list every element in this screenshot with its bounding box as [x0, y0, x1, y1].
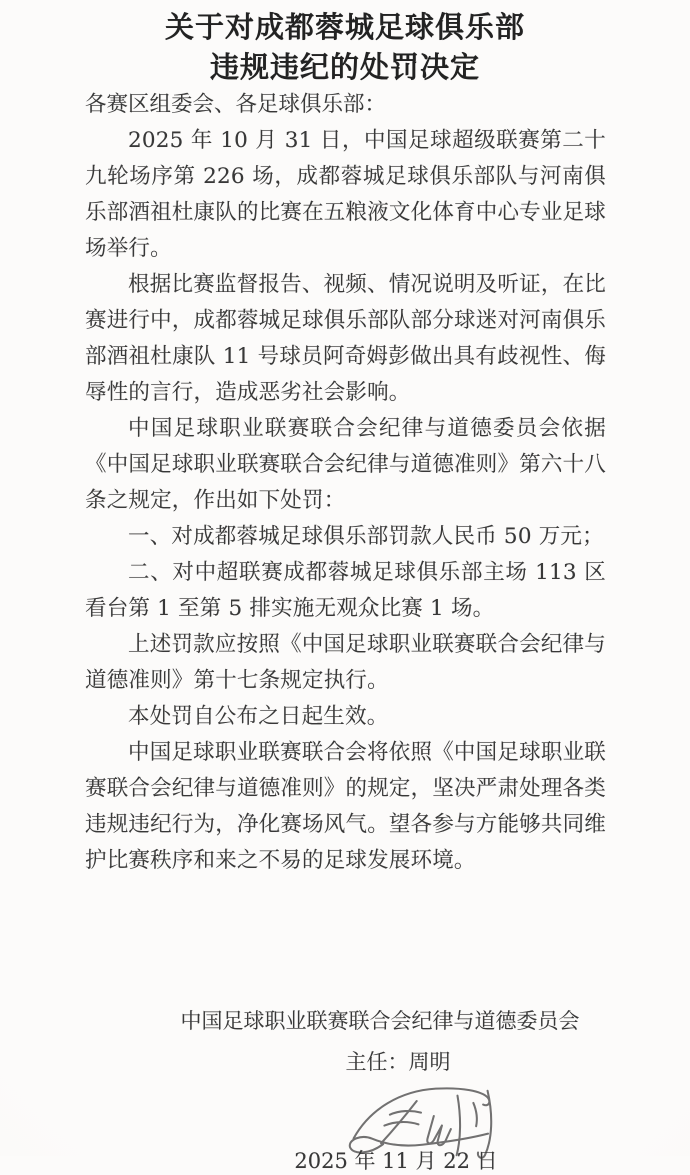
signature-signer-title: 主任：周明	[345, 1050, 451, 1074]
signature-date: 2025 年 11 月 22 日	[294, 1149, 498, 1173]
paragraph-match-info: 2025 年 10 月 31 日，中国足球超级联赛第二十九轮场序第 226 场，成都蓉城足球俱乐部队与河南俱乐部酒祖杜康队的比赛在五粮液文化体育中心专业足球场举行。	[85, 128, 606, 261]
paragraph-fine-execution: 上述罚款应按照《中国足球职业联赛联合会纪律与道德准则》第十七条规定执行。	[85, 632, 606, 693]
paragraph-basis: 中国足球职业联赛联合会纪律与道德委员会依据《中国足球职业联赛联合会纪律与道德准则》第六十八条之规定，作出如下处罚：	[85, 416, 606, 513]
paragraph-incident: 根据比赛监督报告、视频、情况说明及听证，在比赛进行中，成都蓉城足球俱乐部队部分球迷对河南俱乐部酒祖杜康队 11 号球员阿奇姆彭做出具有歧视性、侮辱性的言行，造成恶劣社会影响。	[85, 272, 606, 405]
punishment-item-1: 一、对成都蓉城足球俱乐部罚款人民币 50 万元；	[128, 524, 604, 549]
document-body	[0, 87, 690, 879]
signature-block	[70, 1007, 690, 1175]
salutation: 各赛区组委会、各足球俱乐部：	[85, 92, 387, 117]
paragraph-effective-date: 本处罚自公布之日起生效。	[128, 704, 389, 729]
document-title-line2: 违规违纪的处罚决定	[209, 50, 480, 84]
signature-organization: 中国足球职业联赛联合会纪律与道德委员会	[180, 1009, 580, 1033]
document-title-line1: 关于对成都蓉城足球俱乐部	[164, 10, 525, 44]
punishment-item-2: 二、对中超联赛成都蓉城足球俱乐部主场 113 区看台第 1 至第 5 排实施无观众比赛 1 场。	[85, 560, 606, 621]
document-title	[0, 0, 690, 87]
paragraph-closing: 中国足球职业联赛联合会将依照《中国足球职业联赛联合会纪律与道德准则》的规定，坚决严肃处理各类违规违纪行为，净化赛场风气。望各参与方能够共同维护比赛秩序和来之不易的足球发展环境。	[85, 740, 606, 873]
